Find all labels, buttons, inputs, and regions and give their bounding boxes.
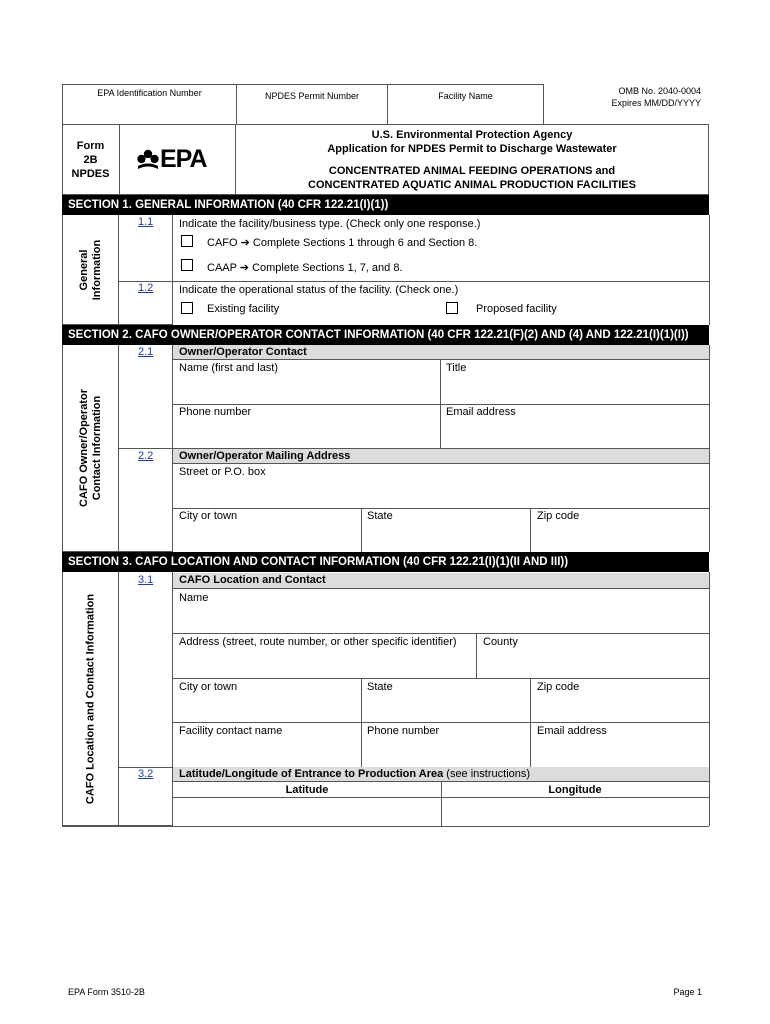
expiration-date: Expires MM/DD/YYYY (611, 98, 701, 108)
epa-logo (137, 147, 217, 175)
facility-name-label: Facility Name (438, 91, 493, 101)
question-1-1-text: Indicate the facility/business type. (Check only one response.) (179, 218, 481, 230)
facility-name-box[interactable] (387, 84, 544, 125)
cafo-county-field[interactable]: County (483, 636, 518, 648)
cafo-checkbox[interactable] (181, 235, 193, 247)
owner-phone-field[interactable]: Phone number (179, 406, 252, 418)
cafo-address-field[interactable]: Address (street, route number, or other specific identifier) (179, 636, 457, 648)
question-2-2-number[interactable]: 2.2 (138, 450, 154, 462)
owner-title-field[interactable]: Title (446, 362, 467, 374)
facility-contact-field[interactable]: Facility contact name (179, 725, 283, 737)
section-3-side-label: CAFO Location and Contact Information (62, 572, 119, 826)
owner-name-field[interactable]: Name (first and last) (179, 362, 279, 374)
cafo-name-field[interactable]: Name (179, 592, 209, 604)
question-3-1-number[interactable]: 3.1 (138, 574, 154, 586)
owner-state-field[interactable]: State (367, 510, 393, 522)
proposed-facility-checkbox[interactable] (446, 302, 458, 314)
question-1-2-number[interactable]: 1.2 (138, 282, 154, 294)
caap-checkbox[interactable] (181, 259, 193, 271)
agency-name: U.S. Environmental Protection Agency (371, 129, 573, 141)
owner-mailing-heading: Owner/Operator Mailing Address (173, 449, 709, 464)
cafo-state-field[interactable]: State (367, 681, 393, 693)
cafo-location-heading: CAFO Location and Contact (173, 573, 709, 589)
existing-facility-checkbox[interactable] (181, 302, 193, 314)
owner-email-field[interactable]: Email address (446, 406, 516, 418)
existing-facility-label: Existing facility (207, 303, 280, 315)
lat-long-heading (173, 767, 709, 782)
question-1-2-text: Indicate the operational status of the facility. (Check one.) (179, 284, 459, 296)
form-program: NPDES (71, 168, 110, 180)
longitude-header: Longitude (548, 784, 602, 796)
epa-flower-icon (137, 149, 159, 173)
epa-logo-text: EPA (160, 145, 207, 173)
longitude-input[interactable] (442, 798, 708, 825)
section-2-header: SECTION 2. CAFO OWNER/OPERATOR CONTACT INFORMATION (40 CFR 122.21(F)(2) AND (4) AND 122.21(I)(1)(I)) (62, 325, 709, 345)
section-1-header: SECTION 1. GENERAL INFORMATION (40 CFR 122.21(I)(1)) (62, 195, 709, 215)
facility-phone-field[interactable]: Phone number (367, 725, 440, 737)
footer-form-id: EPA Form 3510-2B (68, 987, 145, 997)
question-1-1-number[interactable]: 1.1 (138, 216, 154, 228)
caap-option-label: CAAP ➔ Complete Sections 1, 7, and 8. (207, 262, 403, 274)
form-code: 2B (83, 154, 98, 166)
owner-city-field[interactable]: City or town (179, 510, 238, 522)
epa-id-box[interactable] (62, 84, 237, 125)
question-3-2-number[interactable]: 3.2 (138, 768, 154, 780)
owner-contact-heading: Owner/Operator Contact (173, 345, 709, 360)
cafo-option-label: CAFO ➔ Complete Sections 1 through 6 and Section 8. (207, 237, 478, 249)
section-1-side-label: General Information (62, 215, 119, 325)
question-2-1-number[interactable]: 2.1 (138, 346, 154, 358)
proposed-facility-label: Proposed facility (476, 303, 557, 315)
owner-street-field[interactable]: Street or P.O. box (179, 466, 266, 478)
form-subtitle-1: CONCENTRATED ANIMAL FEEDING OPERATIONS and (328, 165, 616, 177)
title-text (235, 128, 709, 192)
npdes-permit-box[interactable] (236, 84, 388, 125)
footer-page-number: Page 1 (673, 987, 702, 997)
lat-long-note: (see instructions) (446, 768, 531, 780)
form-label: Form (76, 140, 105, 152)
latitude-input[interactable] (174, 798, 440, 825)
facility-email-field[interactable]: Email address (537, 725, 607, 737)
lat-long-title: Latitude/Longitude of Entrance to Production Area (179, 768, 444, 780)
section-2-side-label: CAFO Owner/Operator Contact Information (62, 345, 119, 552)
application-title: Application for NPDES Permit to Discharge Wastewater (327, 143, 617, 155)
latitude-header: Latitude (285, 784, 329, 796)
cafo-city-field[interactable]: City or town (179, 681, 238, 693)
form-number (62, 139, 119, 181)
cafo-zip-field[interactable]: Zip code (537, 681, 580, 693)
omb-number: OMB No. 2040-0004 (618, 86, 701, 96)
owner-zip-field[interactable]: Zip code (537, 510, 580, 522)
npdes-permit-label: NPDES Permit Number (264, 91, 360, 101)
section-3-header: SECTION 3. CAFO LOCATION AND CONTACT INFORMATION (40 CFR 122.21(I)(1)(II AND III)) (62, 552, 709, 572)
epa-id-label: EPA Identification Number (97, 88, 202, 98)
form-subtitle-2: CONCENTRATED AQUATIC ANIMAL PRODUCTION FACILITIES (308, 179, 636, 191)
